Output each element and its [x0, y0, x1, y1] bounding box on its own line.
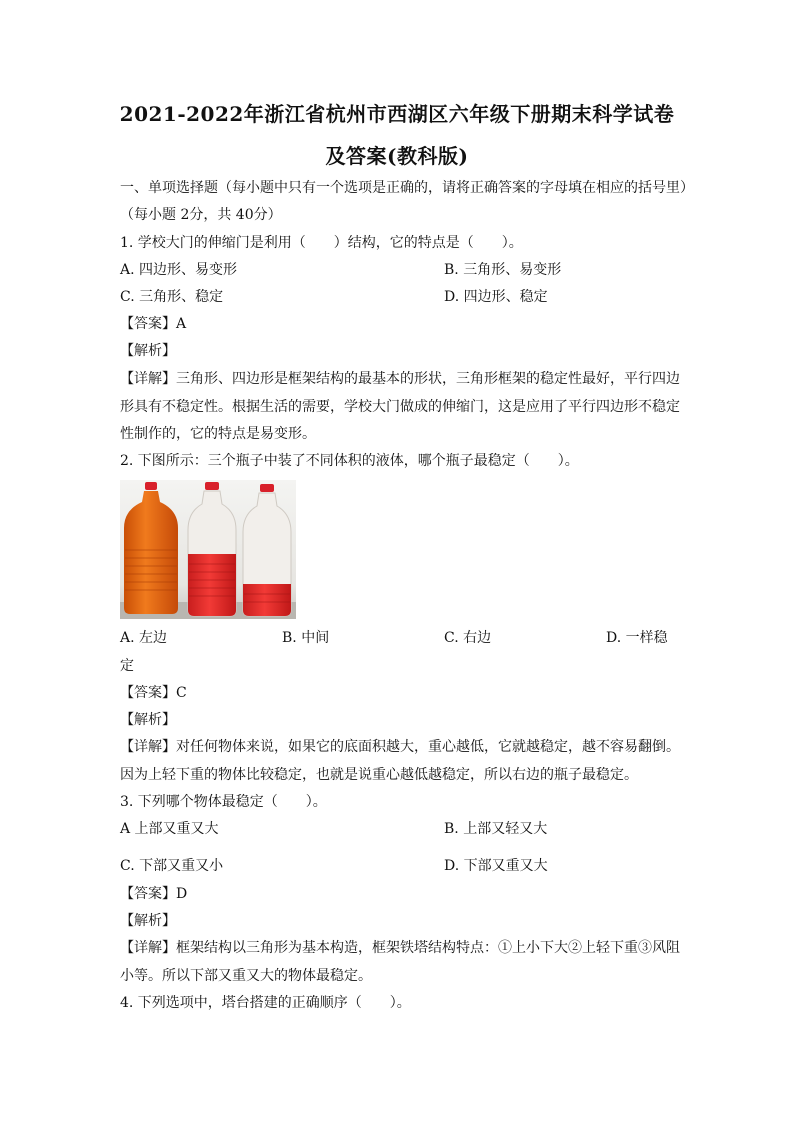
q2-analysis-label: 【解析】: [120, 712, 176, 728]
q2-detail-line1: 【详解】对任何物体来说，如果它的底面积越大，重心越低，它就越稳定，越不容易翻倒。: [120, 739, 680, 755]
q1-detail-line1: 【详解】三角形、四边形是框架结构的最基本的形状，三角形框架的稳定性最好，平行四边: [120, 371, 680, 387]
q4-stem: 4. 下列选项中，塔台搭建的正确顺序（ ）。: [120, 995, 411, 1011]
left-bottle-liquid: [124, 491, 178, 614]
section-heading: 一、单项选择题（每小题中只有一个选项是正确的，请将正确答案的字母填在相应的括号里）: [120, 180, 694, 196]
doc-title-line1: 2021-2022年浙江省杭州市西湖区六年级下册期末科学试卷: [119, 102, 675, 126]
q1-stem: 1. 学校大门的伸缩门是利用（ ）结构，它的特点是（ ）。: [120, 235, 523, 251]
right-bottle-cap: [260, 484, 274, 492]
q3-option-c: C. 下部又重又小: [120, 858, 224, 874]
middle-bottle-liquid: [188, 554, 236, 616]
q2-option-a: A. 左边: [120, 630, 168, 646]
q3-answer: 【答案】D: [120, 886, 188, 902]
q1-answer: 【答案】A: [120, 316, 187, 332]
q2-answer: 【答案】C: [120, 685, 187, 701]
q2-option-c: C. 右边: [444, 630, 492, 646]
q3-stem: 3. 下列哪个物体最稳定（ ）。: [120, 794, 327, 810]
bottles-photo: [120, 480, 296, 619]
q2-option-b: B. 中间: [282, 630, 330, 646]
doc-title-line2: 及答案(教科版): [325, 144, 469, 168]
section-note: （每小题 2分，共 40分）: [120, 207, 282, 223]
q1-option-d: D. 四边形、稳定: [444, 289, 548, 305]
q1-detail-line3: 性制作的，它的特点是易变形。: [120, 426, 316, 442]
q2-detail-line2: 因为上轻下重的物体比较稳定，也就是说重心越低越稳定，所以右边的瓶子最稳定。: [120, 767, 638, 783]
left-bottle-cap: [145, 482, 157, 490]
q3-analysis-label: 【解析】: [120, 913, 176, 929]
q1-analysis-label: 【解析】: [120, 343, 176, 359]
q1-option-b: B. 三角形、易变形: [444, 262, 562, 278]
right-bottle-liquid: [243, 584, 291, 616]
q1-option-a: A. 四边形、易变形: [120, 262, 238, 278]
q2-stem: 2. 下图所示：三个瓶子中装了不同体积的液体，哪个瓶子最稳定（ ）。: [120, 453, 579, 469]
q2-option-d-wrap: 定: [120, 658, 134, 674]
middle-bottle-cap: [205, 482, 219, 490]
q2-option-d: D. 一样稳: [606, 630, 668, 646]
q1-detail-line2: 形具有不稳定性。根据生活的需要，学校大门做成的伸缩门，这是应用了平行四边形不稳定: [120, 399, 680, 415]
q1-option-c: C. 三角形、稳定: [120, 289, 224, 305]
q3-option-d: D. 下部又重又大: [444, 858, 548, 874]
q3-option-a: A 上部又重又大: [120, 821, 219, 837]
q3-detail-line1: 【详解】框架结构以三角形为基本构造，框架铁塔结构特点：①上小下大②上轻下重③风阻: [120, 940, 680, 956]
q3-detail-line2: 小等。所以下部又重又大的物体最稳定。: [120, 968, 372, 984]
q3-option-b: B. 上部又轻又大: [444, 821, 548, 837]
